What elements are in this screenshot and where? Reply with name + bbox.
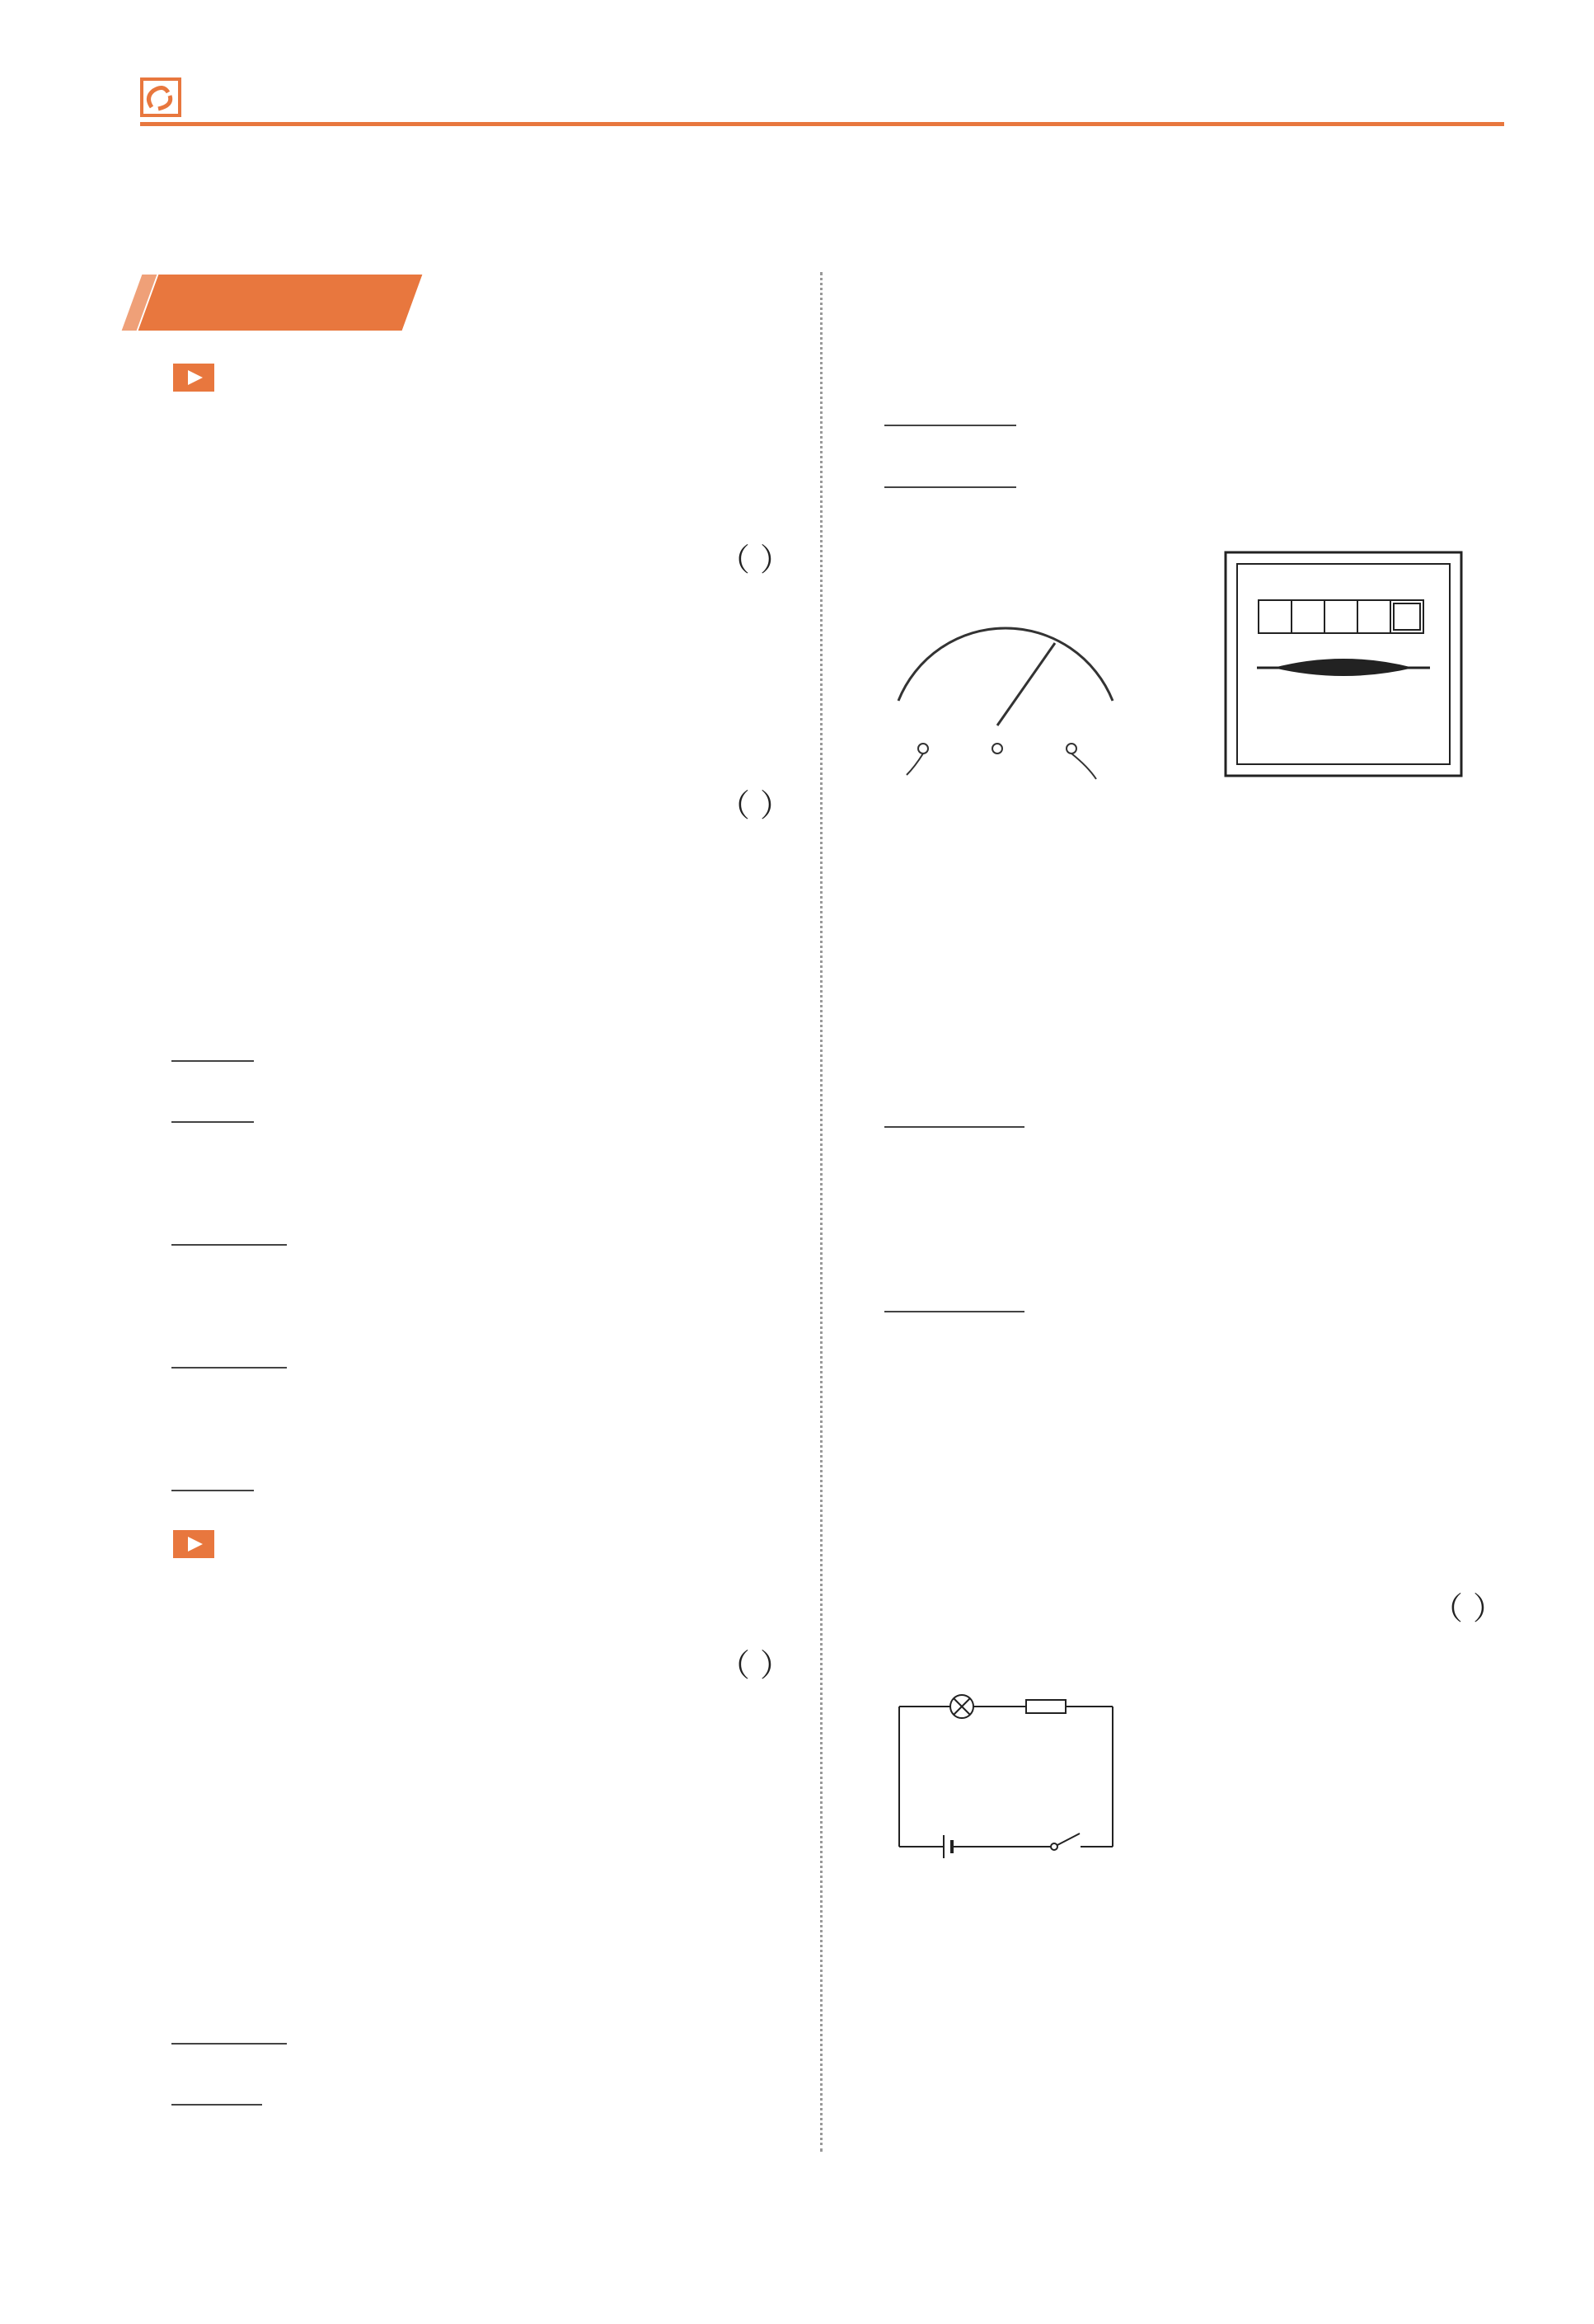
q5-option-a[interactable] — [132, 1696, 791, 1758]
q5-line2 — [132, 1635, 791, 1697]
q8-line8 — [845, 1271, 1504, 1333]
q6-blank-2[interactable] — [171, 2104, 262, 2106]
q2-answer-paren: （ ） — [718, 786, 791, 824]
q2-line2 — [132, 775, 791, 837]
q4-line3 — [132, 1266, 791, 1328]
meter-digits — [1259, 600, 1423, 633]
play-triangle-icon — [173, 364, 214, 392]
q1-line3 — [132, 529, 791, 591]
q9-option-b[interactable] — [845, 1995, 1504, 2057]
knowledge-point-2 — [132, 1512, 791, 1574]
right-column-lower — [845, 841, 1504, 1640]
q5-option-c[interactable] — [132, 1819, 791, 1880]
q4-line4 — [132, 1327, 791, 1389]
mistake-title-2 — [845, 1394, 1504, 1456]
play-triangle-icon — [173, 1530, 214, 1558]
q2-line1 — [132, 713, 791, 775]
q7-blank-2[interactable] — [884, 486, 1016, 488]
q4-line1 — [132, 1143, 791, 1205]
q5-option-d[interactable] — [132, 1880, 791, 1942]
q7-blank-1[interactable] — [884, 425, 1016, 426]
q8-line3 — [845, 964, 1504, 1026]
ui-graph — [1150, 1575, 1496, 1896]
q1-line1 — [132, 406, 791, 468]
terminal-negative — [918, 744, 928, 754]
terminal-15v — [1067, 744, 1076, 754]
q4-blank-1[interactable] — [171, 1244, 287, 1246]
q9-line2 — [845, 1517, 1504, 1579]
q5-answer-paren: （ ） — [718, 1646, 791, 1683]
q9-option-a[interactable] — [845, 1933, 1504, 1995]
resistor-icon — [1026, 1700, 1066, 1713]
q7-line2 — [845, 324, 1504, 386]
terminal-3v — [992, 744, 1002, 754]
q1-options-row1 — [132, 590, 791, 652]
q5-option-b[interactable] — [132, 1758, 791, 1819]
q3-line1 — [132, 959, 791, 1021]
q4-blank-3[interactable] — [171, 1490, 254, 1491]
voltmeter-figure — [874, 602, 1137, 783]
q6-line2 — [132, 2003, 791, 2065]
q8-blank-2[interactable] — [884, 1311, 1024, 1312]
q1-answer-paren: （ ） — [718, 541, 791, 578]
q7-line4 — [845, 447, 1504, 509]
q8-line6 — [845, 1148, 1504, 1210]
q1-line2 — [132, 467, 791, 529]
q8-line2 — [845, 903, 1504, 965]
section-banner — [140, 275, 429, 331]
publisher-logo-icon — [140, 76, 183, 119]
q3-line3 — [132, 1082, 791, 1143]
q7-line1 — [845, 262, 1504, 324]
q8-line4 — [845, 1026, 1504, 1087]
left-column — [132, 345, 791, 2187]
q8-line1 — [845, 841, 1504, 903]
q3-blank-2[interactable] — [171, 1121, 254, 1123]
column-divider — [820, 272, 823, 2152]
voltmeter-scale-arc — [898, 628, 1113, 701]
circuit-diagram — [894, 1682, 1125, 1871]
knowledge-point-1 — [132, 345, 791, 406]
q8-line5 — [845, 1087, 1504, 1148]
q9-line1 — [845, 1455, 1504, 1517]
q9-answer-paren: （ ） — [1431, 1590, 1504, 1627]
q6-line3 — [132, 2064, 791, 2126]
q3-line2 — [132, 1021, 791, 1082]
header-rule — [140, 122, 1504, 126]
q1-options-row2 — [132, 652, 791, 714]
q5-line1 — [132, 1573, 791, 1635]
q6-line1 — [132, 1941, 791, 2003]
q6-blank-1[interactable] — [171, 2043, 287, 2045]
right-column — [845, 262, 1504, 570]
mistake-heading-line1 — [845, 1332, 1504, 1394]
q8-line7 — [845, 1209, 1504, 1271]
voltmeter-needle — [997, 643, 1055, 725]
q2-options-row2 — [132, 898, 791, 960]
switch-icon — [1057, 1833, 1080, 1845]
q3-blank-1[interactable] — [171, 1060, 254, 1062]
energy-meter-figure — [1224, 551, 1463, 777]
q4-line2 — [132, 1204, 791, 1266]
q7-line3 — [845, 385, 1504, 447]
q9-options — [845, 1933, 1504, 2179]
q4-blank-2[interactable] — [171, 1367, 287, 1369]
q9-option-d[interactable] — [845, 2118, 1504, 2180]
q4-line5 — [132, 1389, 791, 1451]
q4-line6 — [132, 1450, 791, 1512]
q6-line4 — [132, 2126, 791, 2188]
q8-blank-1[interactable] — [884, 1126, 1024, 1128]
q9-option-c[interactable] — [845, 2056, 1504, 2118]
q2-options-row1 — [132, 836, 791, 898]
